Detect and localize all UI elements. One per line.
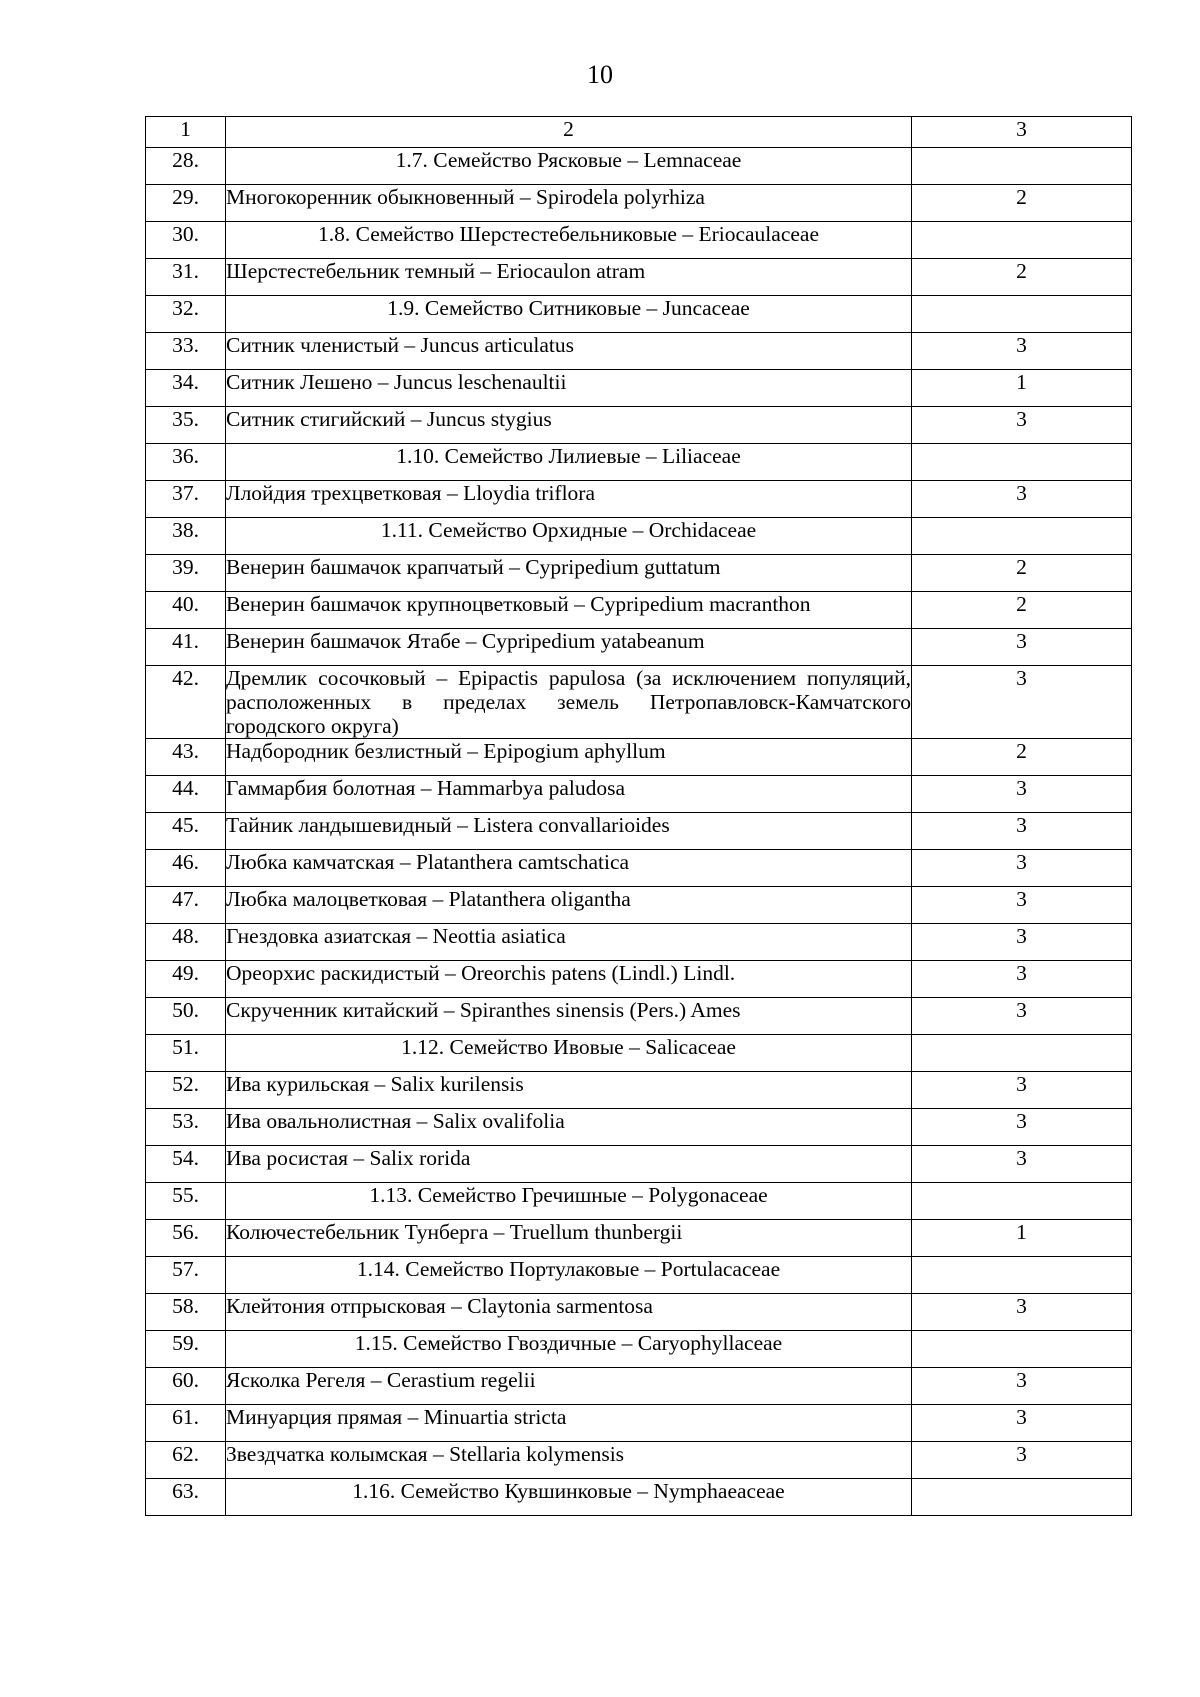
species-name: Любка малоцветковая – Platanthera oligantha xyxy=(226,887,912,924)
table-row xyxy=(146,370,1132,407)
row-number: 28. xyxy=(146,148,226,185)
row-number: 34. xyxy=(146,370,226,407)
row-number: 47. xyxy=(146,887,226,924)
category-cell: 2 xyxy=(912,555,1132,592)
table-row xyxy=(146,1442,1132,1479)
row-number: 49. xyxy=(146,961,226,998)
table-row xyxy=(146,1368,1132,1405)
family-row xyxy=(146,1183,1132,1220)
row-number: 48. xyxy=(146,924,226,961)
row-number: 61. xyxy=(146,1405,226,1442)
category-cell: 3 xyxy=(912,629,1132,666)
species-name: Звездчатка колымская – Stellaria kolymensis xyxy=(226,1442,912,1479)
species-name: Скрученник китайский – Spiranthes sinensis (Pers.) Ames xyxy=(226,998,912,1035)
category-cell: 3 xyxy=(912,1368,1132,1405)
category-cell: 3 xyxy=(912,407,1132,444)
table-row xyxy=(146,739,1132,776)
row-number: 30. xyxy=(146,222,226,259)
row-number: 41. xyxy=(146,629,226,666)
category-cell: 2 xyxy=(912,185,1132,222)
category-cell xyxy=(912,222,1132,259)
family-row xyxy=(146,1479,1132,1516)
row-number: 35. xyxy=(146,407,226,444)
category-cell xyxy=(912,1257,1132,1294)
family-row xyxy=(146,1257,1132,1294)
table-row xyxy=(146,850,1132,887)
table-row xyxy=(146,592,1132,629)
species-name: Тайник ландышевидный – Listera convallarioides xyxy=(226,813,912,850)
header-cell-1: 1 xyxy=(146,117,226,148)
header-cell-2: 2 xyxy=(226,117,912,148)
species-table xyxy=(145,116,1132,1516)
table-row xyxy=(146,961,1132,998)
family-heading: 1.10. Семейство Лилиевые – Liliaceae xyxy=(226,444,912,481)
category-cell xyxy=(912,444,1132,481)
table-body xyxy=(146,117,1132,1516)
species-name: Минуарция прямая – Minuartia stricta xyxy=(226,1405,912,1442)
species-name: Ива овальнолистная – Salix ovalifolia xyxy=(226,1109,912,1146)
category-cell: 3 xyxy=(912,1072,1132,1109)
table-row xyxy=(146,629,1132,666)
family-row xyxy=(146,148,1132,185)
category-cell: 3 xyxy=(912,813,1132,850)
species-name: Венерин башмачок Ятабе – Cypripedium yatabeanum xyxy=(226,629,912,666)
species-name: Колючестебельник Тунберга – Truellum thunbergii xyxy=(226,1220,912,1257)
row-number: 59. xyxy=(146,1331,226,1368)
family-row xyxy=(146,518,1132,555)
category-cell xyxy=(912,148,1132,185)
category-cell: 1 xyxy=(912,370,1132,407)
table-row xyxy=(146,1072,1132,1109)
table-row xyxy=(146,1220,1132,1257)
row-number: 37. xyxy=(146,481,226,518)
row-number: 46. xyxy=(146,850,226,887)
row-number: 54. xyxy=(146,1146,226,1183)
species-name: Гаммарбия болотная – Hammarbya paludosa xyxy=(226,776,912,813)
category-cell xyxy=(912,1331,1132,1368)
species-name: Многокоренник обыкновенный – Spirodela polyrhiza xyxy=(226,185,912,222)
species-name: Дремлик сосочковый – Epipactis papulosa (за исключением популяций, расположенных в пределах земель Петропавловск-Камчатского городского округа) xyxy=(226,666,911,738)
category-cell: 3 xyxy=(912,666,1132,739)
row-number: 32. xyxy=(146,296,226,333)
category-cell: 3 xyxy=(912,1109,1132,1146)
family-row xyxy=(146,1035,1132,1072)
species-name: Любка камчатская – Platanthera camtschatica xyxy=(226,850,912,887)
row-number: 36. xyxy=(146,444,226,481)
table-row xyxy=(146,666,1132,739)
family-row xyxy=(146,222,1132,259)
table-header-row xyxy=(146,117,1132,148)
table-row xyxy=(146,998,1132,1035)
species-name: Гнездовка азиатская – Neottia asiatica xyxy=(226,924,912,961)
species-name: Клейтония отпрысковая – Claytonia sarmentosa xyxy=(226,1294,912,1331)
table-row xyxy=(146,1146,1132,1183)
category-cell xyxy=(912,1035,1132,1072)
category-cell: 3 xyxy=(912,887,1132,924)
table-row xyxy=(146,776,1132,813)
species-name: Венерин башмачок крапчатый – Cypripedium guttatum xyxy=(226,555,912,592)
category-cell: 1 xyxy=(912,1220,1132,1257)
species-name: Ллойдия трехцветковая – Lloydia triflora xyxy=(226,481,912,518)
family-heading: 1.12. Семейство Ивовые – Salicaceae xyxy=(226,1035,912,1072)
row-number: 56. xyxy=(146,1220,226,1257)
row-number: 62. xyxy=(146,1442,226,1479)
row-number: 43. xyxy=(146,739,226,776)
table-row xyxy=(146,333,1132,370)
species-name: Ясколка Регеля – Cerastium regelii xyxy=(226,1368,912,1405)
category-cell xyxy=(912,296,1132,333)
family-heading: 1.7. Семейство Рясковые – Lemnaceae xyxy=(226,148,912,185)
category-cell xyxy=(912,1183,1132,1220)
category-cell: 3 xyxy=(912,998,1132,1035)
family-heading: 1.14. Семейство Портулаковые – Portulacaceae xyxy=(226,1257,912,1294)
family-row xyxy=(146,296,1132,333)
row-number: 55. xyxy=(146,1183,226,1220)
row-number: 31. xyxy=(146,259,226,296)
category-cell: 3 xyxy=(912,1405,1132,1442)
row-number: 51. xyxy=(146,1035,226,1072)
row-number: 40. xyxy=(146,592,226,629)
table-row xyxy=(146,259,1132,296)
species-name: Венерин башмачок крупноцветковый – Cypripedium macranthon xyxy=(226,592,912,629)
table-row xyxy=(146,555,1132,592)
row-number: 53. xyxy=(146,1109,226,1146)
row-number: 39. xyxy=(146,555,226,592)
family-heading: 1.13. Семейство Гречишные – Polygonaceae xyxy=(226,1183,912,1220)
row-number: 42. xyxy=(146,666,226,739)
header-cell-3: 3 xyxy=(912,117,1132,148)
table-row xyxy=(146,481,1132,518)
category-cell: 2 xyxy=(912,259,1132,296)
family-heading: 1.9. Семейство Ситниковые – Juncaceae xyxy=(226,296,912,333)
row-number: 44. xyxy=(146,776,226,813)
category-cell: 3 xyxy=(912,924,1132,961)
row-number: 33. xyxy=(146,333,226,370)
category-cell xyxy=(912,518,1132,555)
page-number: 10 xyxy=(587,60,613,89)
table-row xyxy=(146,1405,1132,1442)
category-cell xyxy=(912,1479,1132,1516)
category-cell: 3 xyxy=(912,1294,1132,1331)
family-heading: 1.8. Семейство Шерстестебельниковые – Eriocaulaceae xyxy=(226,222,912,259)
row-number: 29. xyxy=(146,185,226,222)
family-heading: 1.11. Семейство Орхидные – Orchidaceae xyxy=(226,518,912,555)
species-name: Ореорхис раскидистый – Oreorchis patens (Lindl.) Lindl. xyxy=(226,961,912,998)
category-cell: 3 xyxy=(912,1442,1132,1479)
table-row xyxy=(146,1294,1132,1331)
species-name: Ситник членистый – Juncus articulatus xyxy=(226,333,912,370)
table-row xyxy=(146,1109,1132,1146)
table-row xyxy=(146,407,1132,444)
table-row xyxy=(146,185,1132,222)
species-name: Ива росистая – Salix rorida xyxy=(226,1146,912,1183)
category-cell: 3 xyxy=(912,481,1132,518)
row-number: 60. xyxy=(146,1368,226,1405)
row-number: 38. xyxy=(146,518,226,555)
category-cell: 3 xyxy=(912,850,1132,887)
species-name: Шерстестебельник темный – Eriocaulon atram xyxy=(226,259,912,296)
species-name: Ситник стигийский – Juncus stygius xyxy=(226,407,912,444)
row-number: 52. xyxy=(146,1072,226,1109)
row-number: 63. xyxy=(146,1479,226,1516)
category-cell: 3 xyxy=(912,961,1132,998)
species-name: Ситник Лешено – Juncus leschenaultii xyxy=(226,370,912,407)
row-number: 58. xyxy=(146,1294,226,1331)
family-heading: 1.16. Семейство Кувшинковые – Nymphaeaceae xyxy=(226,1479,912,1516)
category-cell: 2 xyxy=(912,592,1132,629)
category-cell: 2 xyxy=(912,739,1132,776)
family-heading: 1.15. Семейство Гвоздичные – Caryophyllaceae xyxy=(226,1331,912,1368)
table-row xyxy=(146,924,1132,961)
family-row xyxy=(146,1331,1132,1368)
species-name: Надбородник безлистный – Epipogium aphyllum xyxy=(226,739,912,776)
row-number: 50. xyxy=(146,998,226,1035)
row-number: 45. xyxy=(146,813,226,850)
category-cell: 3 xyxy=(912,1146,1132,1183)
table-row xyxy=(146,887,1132,924)
family-row xyxy=(146,444,1132,481)
table-row xyxy=(146,813,1132,850)
species-name: Ива курильская – Salix kurilensis xyxy=(226,1072,912,1109)
row-number: 57. xyxy=(146,1257,226,1294)
category-cell: 3 xyxy=(912,333,1132,370)
category-cell: 3 xyxy=(912,776,1132,813)
